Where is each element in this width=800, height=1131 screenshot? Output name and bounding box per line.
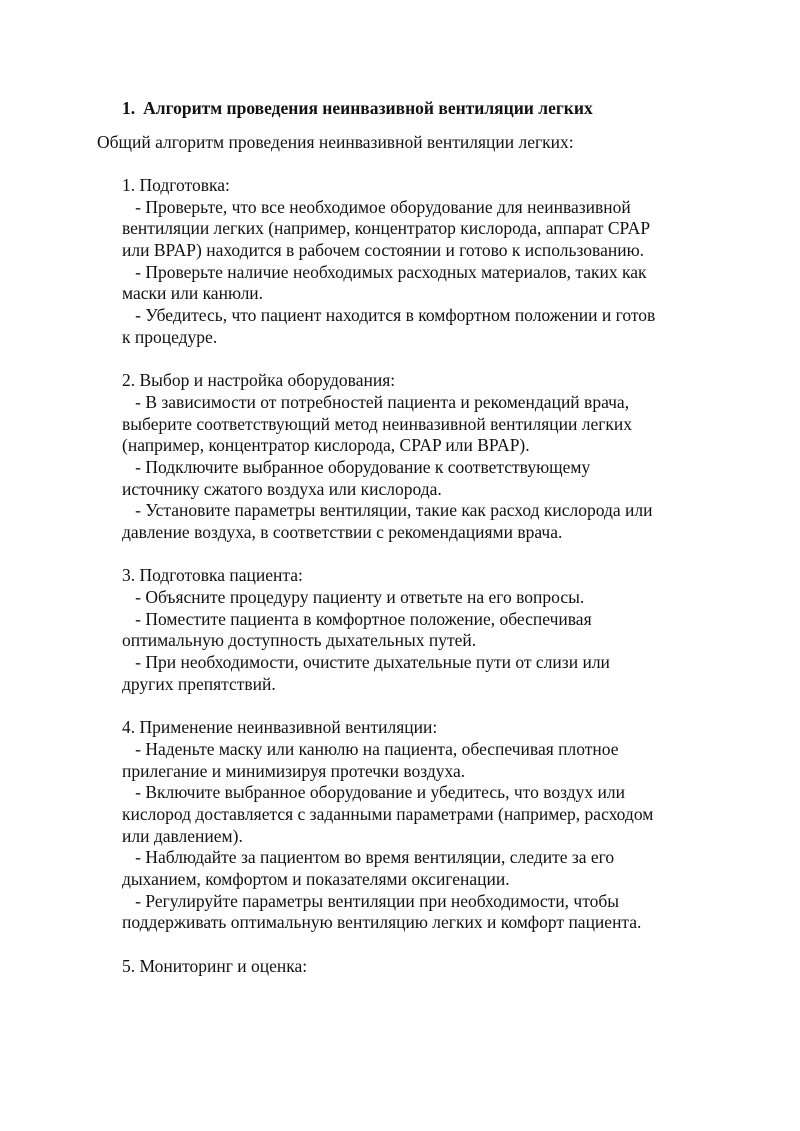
step-text-line: вентиляции легких (например, концентратор кислорода, аппарат CPAP [122,218,651,239]
step-text-line: прилегание и минимизируя протечки воздуха. [122,760,466,781]
step-text-line: источнику сжатого воздуха или кислорода. [122,478,442,499]
step-title: 3. Подготовка пациента: [122,565,303,586]
algorithm-steps [122,175,722,977]
step-title: 5. Мониторинг и оценка: [122,955,308,976]
step-text-line: маски или канюли. [122,283,264,304]
step-text-line: - Поместите пациента в комфортное положение, обеспечивая [122,608,592,629]
step-text-line: - Объясните процедуру пациенту и ответьте на его вопросы. [122,587,585,608]
step-text-line: выберите соответствующий метод неинвазивной вентиляции легких [122,413,633,434]
step-text-line: (например, концентратор кислорода, CPAP или BPAP). [122,435,530,456]
step-title: 2. Выбор и настройка оборудования: [122,370,396,391]
step-text-line: - Установите параметры вентиляции, такие как расход кислорода или [122,500,653,521]
step-section [122,565,722,695]
step-text-line: оптимальную доступность дыхательных путей. [122,630,477,651]
step-text-line: - В зависимости от потребностей пациента и рекомендаций врача, [122,391,630,412]
step-text-line: - При необходимости, очистите дыхательные пути от слизи или [122,652,610,673]
step-text-line: к процедуре. [122,326,218,347]
step-text-line: поддерживать оптимальную вентиляцию легких и комфорт пациента. [122,912,642,933]
step-text-line: - Проверьте, что все необходимое оборудование для неинвазивной [122,196,631,217]
step-text-line: или давлением). [122,825,243,846]
heading-title: Алгоритм проведения неинвазивной вентиляции легких [143,98,593,118]
step-text-line: - Наблюдайте за пациентом во время вентиляции, следите за его [122,847,615,868]
step-section [122,175,722,349]
step-text-line: или BPAP) находится в рабочем состоянии и готово к использованию. [122,240,645,261]
step-text-line: - Наденьте маску или канюлю на пациента, обеспечивая плотное [122,738,619,759]
step-text-line: других препятствий. [122,673,276,694]
step-text-line: дыханием, комфортом и показателями оксигенации. [122,869,510,889]
step-section [122,717,722,934]
step-text-line: - Включите выбранное оборудование и убедитесь, что воздух или [122,782,625,803]
section-heading [122,98,593,119]
step-section [122,956,722,978]
step-text-line: - Подключите выбранное оборудование к соответствующему [122,456,591,477]
step-text-line: - Убедитесь, что пациент находится в комфортном положении и готов [122,305,656,326]
step-text-line: давление воздуха, в соответствии с рекомендациями врача. [122,522,563,542]
step-text-line: кислород доставляется с заданными параметрами (например, расходом [122,803,654,824]
step-text-line: - Проверьте наличие необходимых расходных материалов, таких как [122,261,647,282]
step-text-line: - Регулируйте параметры вентиляции при необходимости, чтобы [122,890,620,911]
intro-paragraph: Общий алгоритм проведения неинвазивной вентиляции легких: [97,132,574,152]
step-title: 1. Подготовка: [122,175,230,195]
heading-number: 1. [122,98,136,118]
step-section [122,370,722,544]
step-title: 4. Применение неинвазивной вентиляции: [122,717,438,738]
